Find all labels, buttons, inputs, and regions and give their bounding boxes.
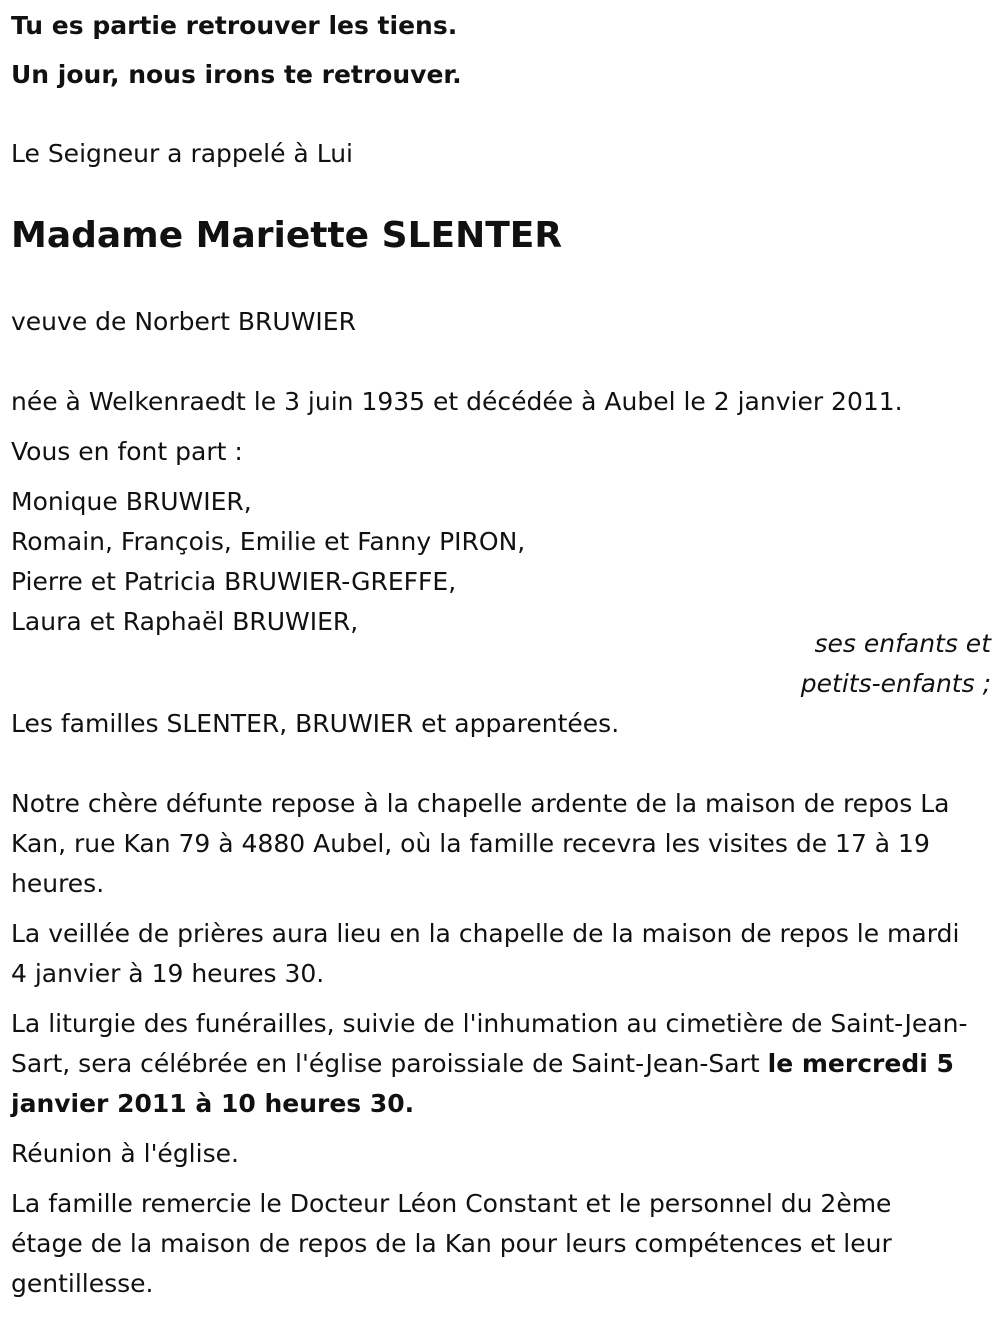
rest-paragraph: Notre chère défunte repose à la chapelle ardente de la maison de repos La Kan, rue Kan 79 à 4880 Aubel, où la famille recevra les visites de 17 à 19 heures. <box>11 789 950 898</box>
meeting-paragraph: Réunion à l'église. <box>11 1139 239 1168</box>
family-member: Romain, François, Emilie et Fanny PIRON, <box>11 527 526 556</box>
epigraph-line-1: Tu es partie retrouver les tiens. <box>11 11 458 40</box>
liturgy-paragraph <box>11 1004 971 1124</box>
relation-note <box>11 624 991 704</box>
family-members-list <box>11 482 525 642</box>
family-member: Pierre et Patricia BRUWIER-GREFFE, <box>11 567 457 596</box>
intro-text: Le Seigneur a rappelé à Lui <box>11 139 353 168</box>
announcement-text: Vous en font part : <box>11 437 243 466</box>
details-block <box>11 784 971 1314</box>
vigil-paragraph: La veillée de prières aura lieu en la chapelle de la maison de repos le mardi 4 janvier à 19 heures 30. <box>11 919 960 988</box>
relation-line-2: petits-enfants ; <box>800 669 991 698</box>
relation-line-1: ses enfants et <box>814 629 991 658</box>
liturgy-text: La liturgie des funérailles, suivie de l'inhumation au cimetière de Saint-Jean-Sart, sera célébrée en l'église paroissiale de Saint-Jean-Sart <box>11 1009 968 1078</box>
epigraph-line-2: Un jour, nous irons te retrouver. <box>11 60 462 89</box>
deceased-name: Madame Mariette SLENTER <box>11 215 563 256</box>
family-member: Monique BRUWIER, <box>11 487 252 516</box>
families-text: Les familles SLENTER, BRUWIER et apparentées. <box>11 709 620 738</box>
liturgy-date: le mercredi 5 janvier 2011 à 10 heures 30. <box>11 1049 954 1118</box>
birth-death-text: née à Welkenraedt le 3 juin 1935 et décédée à Aubel le 2 janvier 2011. <box>11 387 903 416</box>
family-member: Laura et Raphaël BRUWIER, <box>11 607 359 636</box>
widow-of-text: veuve de Norbert BRUWIER <box>11 307 356 336</box>
thanks-paragraph: La famille remercie le Docteur Léon Constant et le personnel du 2ème étage de la maison de repos de la Kan pour leurs compétences et leur gentillesse. <box>11 1189 892 1298</box>
